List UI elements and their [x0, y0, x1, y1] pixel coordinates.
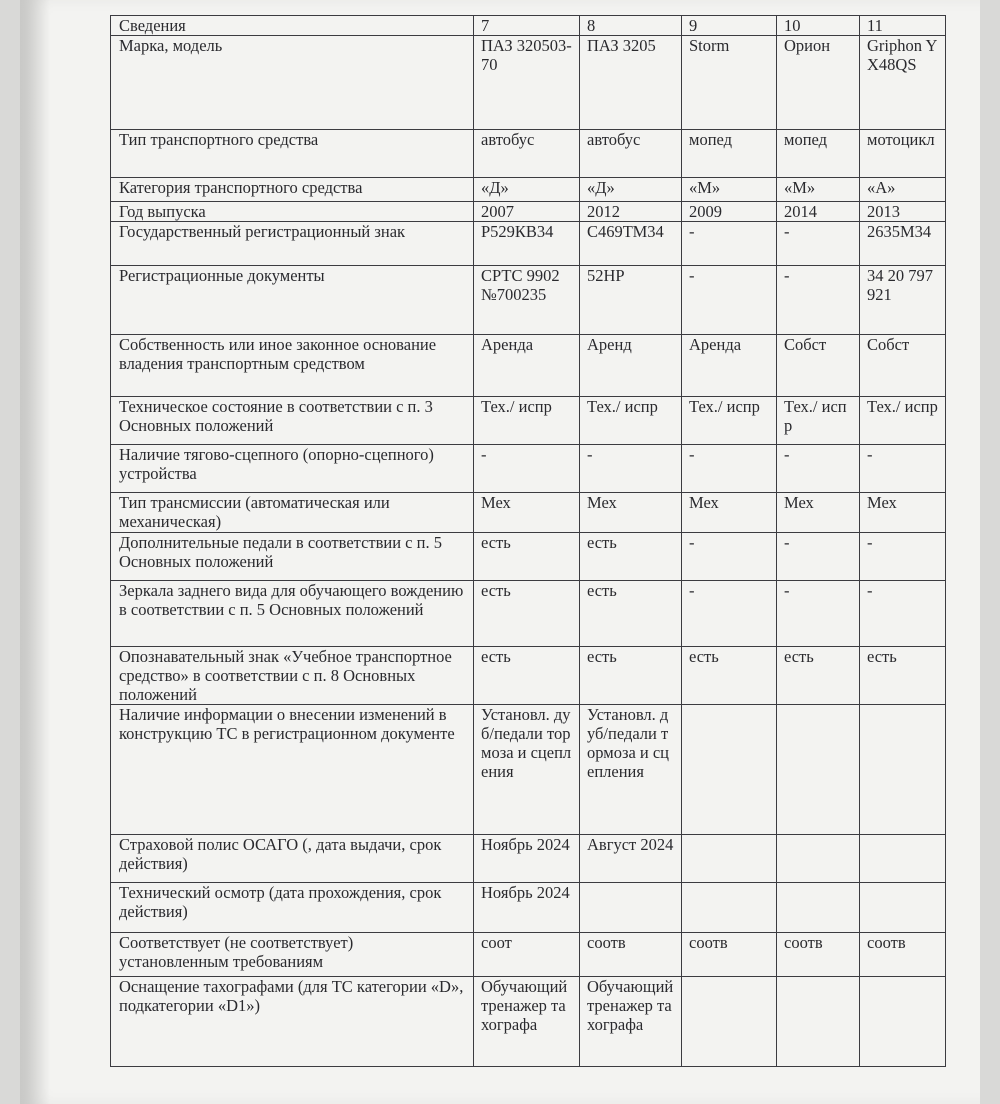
table-cell: - — [777, 266, 860, 335]
table-cell: есть — [860, 647, 946, 705]
table-cell: 2012 — [580, 202, 682, 222]
table-cell — [777, 835, 860, 883]
table-cell — [682, 883, 777, 933]
table-cell: - — [682, 266, 777, 335]
table-row — [111, 335, 946, 397]
row-label: Страховой полис ОСАГО (, дата выдачи, срок действия) — [111, 835, 474, 883]
row-label: Опознавательный знак «Учебное транспортное средство» в соответствии с п. 8 Основных положений — [111, 647, 474, 705]
table-cell: «Д» — [474, 178, 580, 202]
table-cell: Собст — [777, 335, 860, 397]
row-label: Техническое состояние в соответствии с п. 3 Основных положений — [111, 397, 474, 445]
table-row — [111, 533, 946, 581]
header-cell: 11 — [860, 16, 946, 36]
table-cell: Тех./ испр — [580, 397, 682, 445]
table-cell: Мех — [682, 493, 777, 533]
table-cell: есть — [580, 581, 682, 647]
table-row — [111, 493, 946, 533]
table-cell: мопед — [682, 130, 777, 178]
table-cell — [777, 883, 860, 933]
table-cell: Обучающий тренажер тахографа — [474, 977, 580, 1067]
table-cell: Griphon YX48QS — [860, 36, 946, 130]
table-cell: Установл. дуб/педали тормоза и сцепления — [580, 705, 682, 835]
table-cell: - — [860, 445, 946, 493]
table-cell — [682, 977, 777, 1067]
header-cell: 9 — [682, 16, 777, 36]
table-row — [111, 178, 946, 202]
row-label: Собственность или иное законное основание владения транспортным средством — [111, 335, 474, 397]
table-body — [111, 16, 946, 1067]
table-cell: соот — [474, 933, 580, 977]
table-row — [111, 647, 946, 705]
table-cell — [860, 705, 946, 835]
table-cell: мопед — [777, 130, 860, 178]
table-cell: Мех — [860, 493, 946, 533]
table-cell — [777, 977, 860, 1067]
table-cell: «А» — [860, 178, 946, 202]
table-cell — [580, 883, 682, 933]
table-cell: 52НР — [580, 266, 682, 335]
table-cell: есть — [474, 647, 580, 705]
table-cell: «М» — [682, 178, 777, 202]
table-cell: - — [682, 445, 777, 493]
table-cell: 2009 — [682, 202, 777, 222]
table-cell: Установл. дуб/педали тормоза и сцепления — [474, 705, 580, 835]
table-cell: ПАЗ 3205 — [580, 36, 682, 130]
table-cell — [860, 883, 946, 933]
table-cell — [682, 705, 777, 835]
table-cell — [860, 835, 946, 883]
row-label: Государственный регистрационный знак — [111, 222, 474, 266]
table-cell: Август 2024 — [580, 835, 682, 883]
vehicle-info-table — [110, 15, 946, 1067]
table-cell: Тех./ испр — [777, 397, 860, 445]
table-row — [111, 202, 946, 222]
header-cell: 8 — [580, 16, 682, 36]
table-cell: мотоцикл — [860, 130, 946, 178]
header-cell: 7 — [474, 16, 580, 36]
table-cell — [777, 705, 860, 835]
table-row — [111, 933, 946, 977]
table-row — [111, 397, 946, 445]
table-cell: Р529КВ34 — [474, 222, 580, 266]
document-page — [20, 0, 980, 1104]
table-row — [111, 883, 946, 933]
table-cell: Тех./ испр — [682, 397, 777, 445]
table-cell: ПАЗ 320503-70 — [474, 36, 580, 130]
table-cell: есть — [580, 647, 682, 705]
row-label: Наличие информации о внесении изменений в конструкцию ТС в регистрационном документе — [111, 705, 474, 835]
table-cell: Обучающий тренажер тахографа — [580, 977, 682, 1067]
table-row — [111, 705, 946, 835]
table-row — [111, 835, 946, 883]
row-label: Категория транспортного средства — [111, 178, 474, 202]
table-cell: - — [777, 222, 860, 266]
table-row — [111, 581, 946, 647]
table-cell: соотв — [777, 933, 860, 977]
row-label: Технический осмотр (дата прохождения, срок действия) — [111, 883, 474, 933]
table-cell: Аренда — [474, 335, 580, 397]
table-cell: 2014 — [777, 202, 860, 222]
header-cell: 10 — [777, 16, 860, 36]
table-cell — [860, 977, 946, 1067]
table-cell: - — [474, 445, 580, 493]
row-label: Регистрационные документы — [111, 266, 474, 335]
table-cell: есть — [580, 533, 682, 581]
table-cell: Ноябрь 2024 — [474, 883, 580, 933]
table-cell: - — [682, 533, 777, 581]
row-label: Дополнительные педали в соответствии с п. 5 Основных положений — [111, 533, 474, 581]
table-cell: Собст — [860, 335, 946, 397]
table-row — [111, 977, 946, 1067]
table-cell: 2013 — [860, 202, 946, 222]
table-row — [111, 36, 946, 130]
table-cell: - — [682, 581, 777, 647]
table-cell: 2635М34 — [860, 222, 946, 266]
row-label: Марка, модель — [111, 36, 474, 130]
header-cell: Сведения — [111, 16, 474, 36]
table-header-row — [111, 16, 946, 36]
table-cell: Орион — [777, 36, 860, 130]
table-cell: - — [580, 445, 682, 493]
table-cell: - — [682, 222, 777, 266]
table-cell: Мех — [474, 493, 580, 533]
table-row — [111, 130, 946, 178]
table-row — [111, 266, 946, 335]
table-cell: «Д» — [580, 178, 682, 202]
table-cell: С469ТМ34 — [580, 222, 682, 266]
table-cell: Тех./ испр — [860, 397, 946, 445]
table-cell: Аренда — [682, 335, 777, 397]
table-cell: - — [777, 533, 860, 581]
table-cell: 2007 — [474, 202, 580, 222]
table-cell: Ноябрь 2024 — [474, 835, 580, 883]
table-row — [111, 222, 946, 266]
table-cell: - — [860, 533, 946, 581]
table-cell: соотв — [682, 933, 777, 977]
row-label: Оснащение тахографами (для ТС категории «D», подкатегории «D1») — [111, 977, 474, 1067]
table-cell: соотв — [580, 933, 682, 977]
table-cell: - — [777, 445, 860, 493]
table-cell: есть — [682, 647, 777, 705]
table-cell — [682, 835, 777, 883]
table-cell: есть — [777, 647, 860, 705]
table-cell: СРТС 9902 №700235 — [474, 266, 580, 335]
table-cell: «М» — [777, 178, 860, 202]
table-cell: 34 20 797921 — [860, 266, 946, 335]
page-edge-shadow — [20, 0, 50, 1104]
row-label: Тип транспортного средства — [111, 130, 474, 178]
table-cell: автобус — [474, 130, 580, 178]
table-cell: - — [777, 581, 860, 647]
table-cell: есть — [474, 581, 580, 647]
table-cell: Тех./ испр — [474, 397, 580, 445]
table-cell: Мех — [580, 493, 682, 533]
table-cell: Storm — [682, 36, 777, 130]
table-cell: автобус — [580, 130, 682, 178]
row-label: Зеркала заднего вида для обучающего вождению в соответствии с п. 5 Основных положений — [111, 581, 474, 647]
table-cell: есть — [474, 533, 580, 581]
table-cell: соотв — [860, 933, 946, 977]
row-label: Год выпуска — [111, 202, 474, 222]
row-label: Соответствует (не соответствует) установленным требованиям — [111, 933, 474, 977]
table-cell: Мех — [777, 493, 860, 533]
table-row — [111, 445, 946, 493]
row-label: Тип трансмиссии (автоматическая или механическая) — [111, 493, 474, 533]
table-cell: Аренд — [580, 335, 682, 397]
row-label: Наличие тягово-сцепного (опорно-сцепного) устройства — [111, 445, 474, 493]
table-cell: - — [860, 581, 946, 647]
